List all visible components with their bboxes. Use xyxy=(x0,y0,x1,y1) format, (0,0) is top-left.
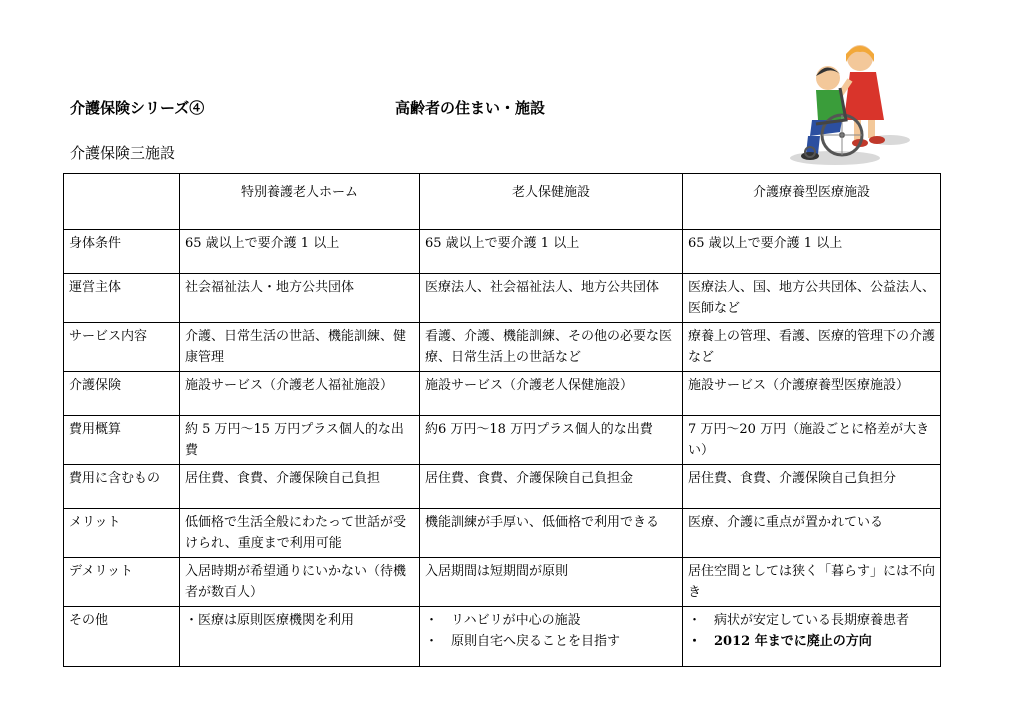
wheelchair-illustration xyxy=(780,40,915,170)
row-label: メリット xyxy=(64,509,180,558)
table-cell: 社会福祉法人・地方公共団体 xyxy=(180,274,420,323)
table-cell: 居住費、食費、介護保険自己負担分 xyxy=(683,465,941,509)
table-cell: 施設サービス（介護療養型医療施設） xyxy=(683,372,941,416)
table-cell: 65 歳以上で要介護 1 以上 xyxy=(420,230,683,274)
table-cell: 施設サービス（介護老人福祉施設） xyxy=(180,372,420,416)
row-label: 運営主体 xyxy=(64,274,180,323)
table-cell: 施設サービス（介護老人保健施設） xyxy=(420,372,683,416)
header-cell-tokuyou: 特別養護老人ホーム xyxy=(180,174,420,230)
header-cell-empty xyxy=(64,174,180,230)
row-label: 介護保険 xyxy=(64,372,180,416)
table-cell: 7 万円～20 万円（施設ごとに格差が大きい） xyxy=(683,416,941,465)
table-row xyxy=(64,274,941,323)
row-label: サービス内容 xyxy=(64,323,180,372)
table-row xyxy=(64,607,941,667)
table-cell: 居住費、食費、介護保険自己負担 xyxy=(180,465,420,509)
header-cell-rouken: 老人保健施設 xyxy=(420,174,683,230)
row-label: 身体条件 xyxy=(64,230,180,274)
table-row xyxy=(64,416,941,465)
table-cell xyxy=(420,607,683,667)
table-cell: 65 歳以上で要介護 1 以上 xyxy=(683,230,941,274)
table-cell xyxy=(180,607,420,667)
row-label: 費用概算 xyxy=(64,416,180,465)
table-cell: 65 歳以上で要介護 1 以上 xyxy=(180,230,420,274)
table-row xyxy=(64,372,941,416)
list-item: ・ 病状が安定している長期療養患者 xyxy=(688,613,910,628)
list-item: ・ 原則自宅へ戻ることを目指す xyxy=(425,634,621,649)
table-row xyxy=(64,558,941,607)
table-cell: 入居時期が希望通りにいかない（待機者が数百人） xyxy=(180,558,420,607)
table-row xyxy=(64,323,941,372)
table-row xyxy=(64,230,941,274)
table-header-row xyxy=(64,174,941,230)
table-cell: 機能訓練が手厚い、低価格で利用できる xyxy=(420,509,683,558)
series-title: 介護保険シリーズ④ xyxy=(70,99,205,117)
table-cell: 医療、介護に重点が置かれている xyxy=(683,509,941,558)
list-item: ・ リハビリが中心の施設 xyxy=(425,613,581,628)
table-row xyxy=(64,465,941,509)
table-cell: 医療法人、社会福祉法人、地方公共団体 xyxy=(420,274,683,323)
table-cell: 療養上の管理、看護、医療的管理下の介護など xyxy=(683,323,941,372)
table-row xyxy=(64,509,941,558)
header-cell-ryouyou: 介護療養型医療施設 xyxy=(683,174,941,230)
facility-comparison-table xyxy=(63,173,941,667)
table-cell xyxy=(683,607,941,667)
table-cell: 医療法人、国、地方公共団体、公益法人、医師など xyxy=(683,274,941,323)
list-item: ・ 2012 年までに廃止の方向 xyxy=(688,634,872,649)
table-cell: 居住空間としては狭く「暮らす」には不向き xyxy=(683,558,941,607)
list-item: ・医療は原則医療機関を利用 xyxy=(185,613,355,628)
table-cell: 約 5 万円～15 万円プラス個人的な出費 xyxy=(180,416,420,465)
section-subtitle: 介護保険三施設 xyxy=(70,144,176,162)
table-cell: 介護、日常生活の世話、機能訓練、健康管理 xyxy=(180,323,420,372)
table-cell: 約6 万円～18 万円プラス個人的な出費 xyxy=(420,416,683,465)
page-title: 高齢者の住まい・施設 xyxy=(395,99,546,117)
table-cell: 入居期間は短期間が原則 xyxy=(420,558,683,607)
table-cell: 低価格で生活全般にわたって世話が受けられ、重度まで利用可能 xyxy=(180,509,420,558)
table-cell: 看護、介護、機能訓練、その他の必要な医療、日常生活上の世話など xyxy=(420,323,683,372)
row-label: 費用に含むもの xyxy=(64,465,180,509)
row-label: デメリット xyxy=(64,558,180,607)
row-label: その他 xyxy=(64,607,180,667)
table-cell: 居住費、食費、介護保険自己負担金 xyxy=(420,465,683,509)
